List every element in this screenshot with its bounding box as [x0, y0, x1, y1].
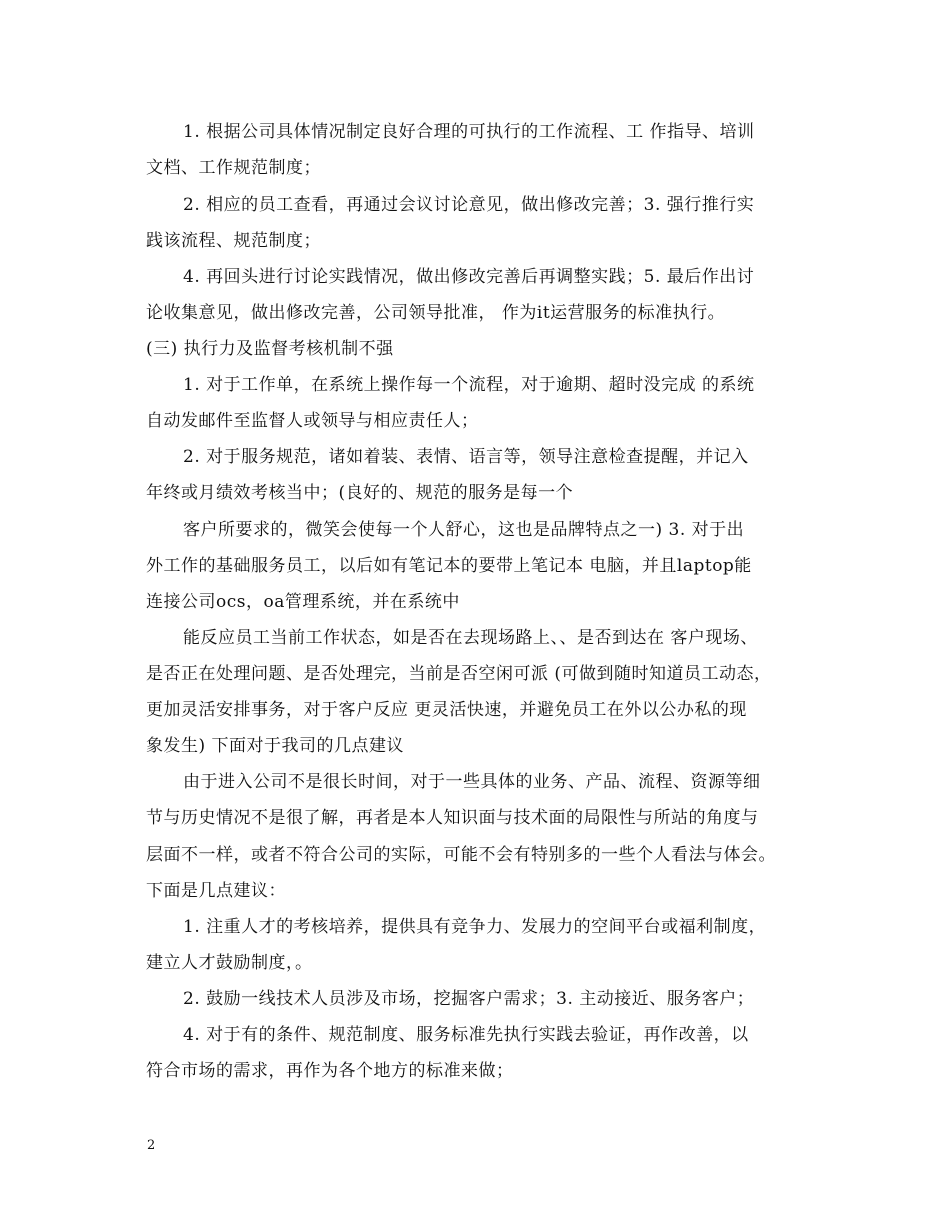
page-number: 2 — [147, 1138, 156, 1153]
text-line: 1. 根据公司具体情况制定良好合理的可执行的工作流程、工 作指导、培训 — [183, 122, 755, 142]
text-line: 象发生) 下面对于我司的几点建议 — [146, 736, 405, 756]
text-line: 层面不一样，或者不符合公司的实际，可能不会有特别多的一些个人看法与体会。 — [146, 845, 776, 865]
text-line: 1. 对于工作单，在系统上操作每一个流程，对于逾期、超时没完成 的系统 — [183, 375, 755, 395]
text-line: 符合市场的需求，再作为各个地方的标准来做； — [146, 1061, 514, 1081]
text-line: 能反应员工当前工作状态，如是否在去现场路上、、是否到达在 客户现场、 — [183, 628, 758, 648]
text-line: 外工作的基础服务员工，以后如有笔记本的要带上笔记本 电脑，并且laptop能 — [146, 556, 752, 576]
text-line: 建立人才鼓励制度，。 — [146, 953, 313, 973]
text-line: 2. 鼓励一线技术人员涉及市场，挖掘客户需求；3. 主动接近、服务客户； — [183, 989, 755, 1009]
text-line: 是否正在处理问题、是否处理完，当前是否空闲可派 (可做到随时知道员工动态， — [146, 664, 772, 684]
text-line: 2. 对于服务规范，诸如着装、表情、语言等，领导注意检查提醒，并记入 — [183, 447, 749, 467]
text-line: 由于进入公司不是很长时间，对于一些具体的业务、产品、流程、资源等细 — [183, 772, 761, 792]
text-line: 践该流程、规范制度； — [146, 231, 321, 251]
text-line: 1. 注重人才的考核培养，提供具有竞争力、发展力的空间平台或福利制度， — [183, 917, 767, 937]
text-line: 4. 对于有的条件、规范制度、服务标准先执行实践去验证，再作改善，以 — [183, 1025, 749, 1045]
text-line: 更加灵活安排事务，对于客户反应 更灵活快速，并避免员工在外以公办私的现 — [146, 700, 747, 720]
text-line: 客户所要求的，微笑会使每一个人舒心，这也是品牌特点之一) 3. 对于出 — [183, 520, 745, 540]
text-line: 自动发邮件至监督人或领导与相应责任人； — [146, 411, 479, 431]
text-line: 下面是几点建议： — [146, 881, 286, 901]
text-line: 2. 相应的员工查看，再通过会议讨论意见，做出修改完善；3. 强行推行实 — [183, 195, 755, 215]
text-line: 节与历史情况不是很了解，再者是本人知识面与技术面的局限性与所站的角度与 — [146, 808, 759, 828]
text-line: 论收集意见，做出修改完善，公司领导批准， 作为it运营服务的标准执行。 — [146, 303, 726, 323]
section-heading: (三) 执行力及监督考核机制不强 — [146, 339, 394, 359]
text-line: 连接公司ocs，oa管理系统，并在系统中 — [146, 592, 460, 612]
text-line: 年终或月绩效考核当中；(良好的、规范的服务是每一个 — [146, 483, 574, 503]
text-line: 文档、工作规范制度； — [146, 158, 321, 178]
text-line: 4. 再回头进行讨论实践情况，做出修改完善后再调整实践；5. 最后作出讨 — [183, 267, 755, 287]
